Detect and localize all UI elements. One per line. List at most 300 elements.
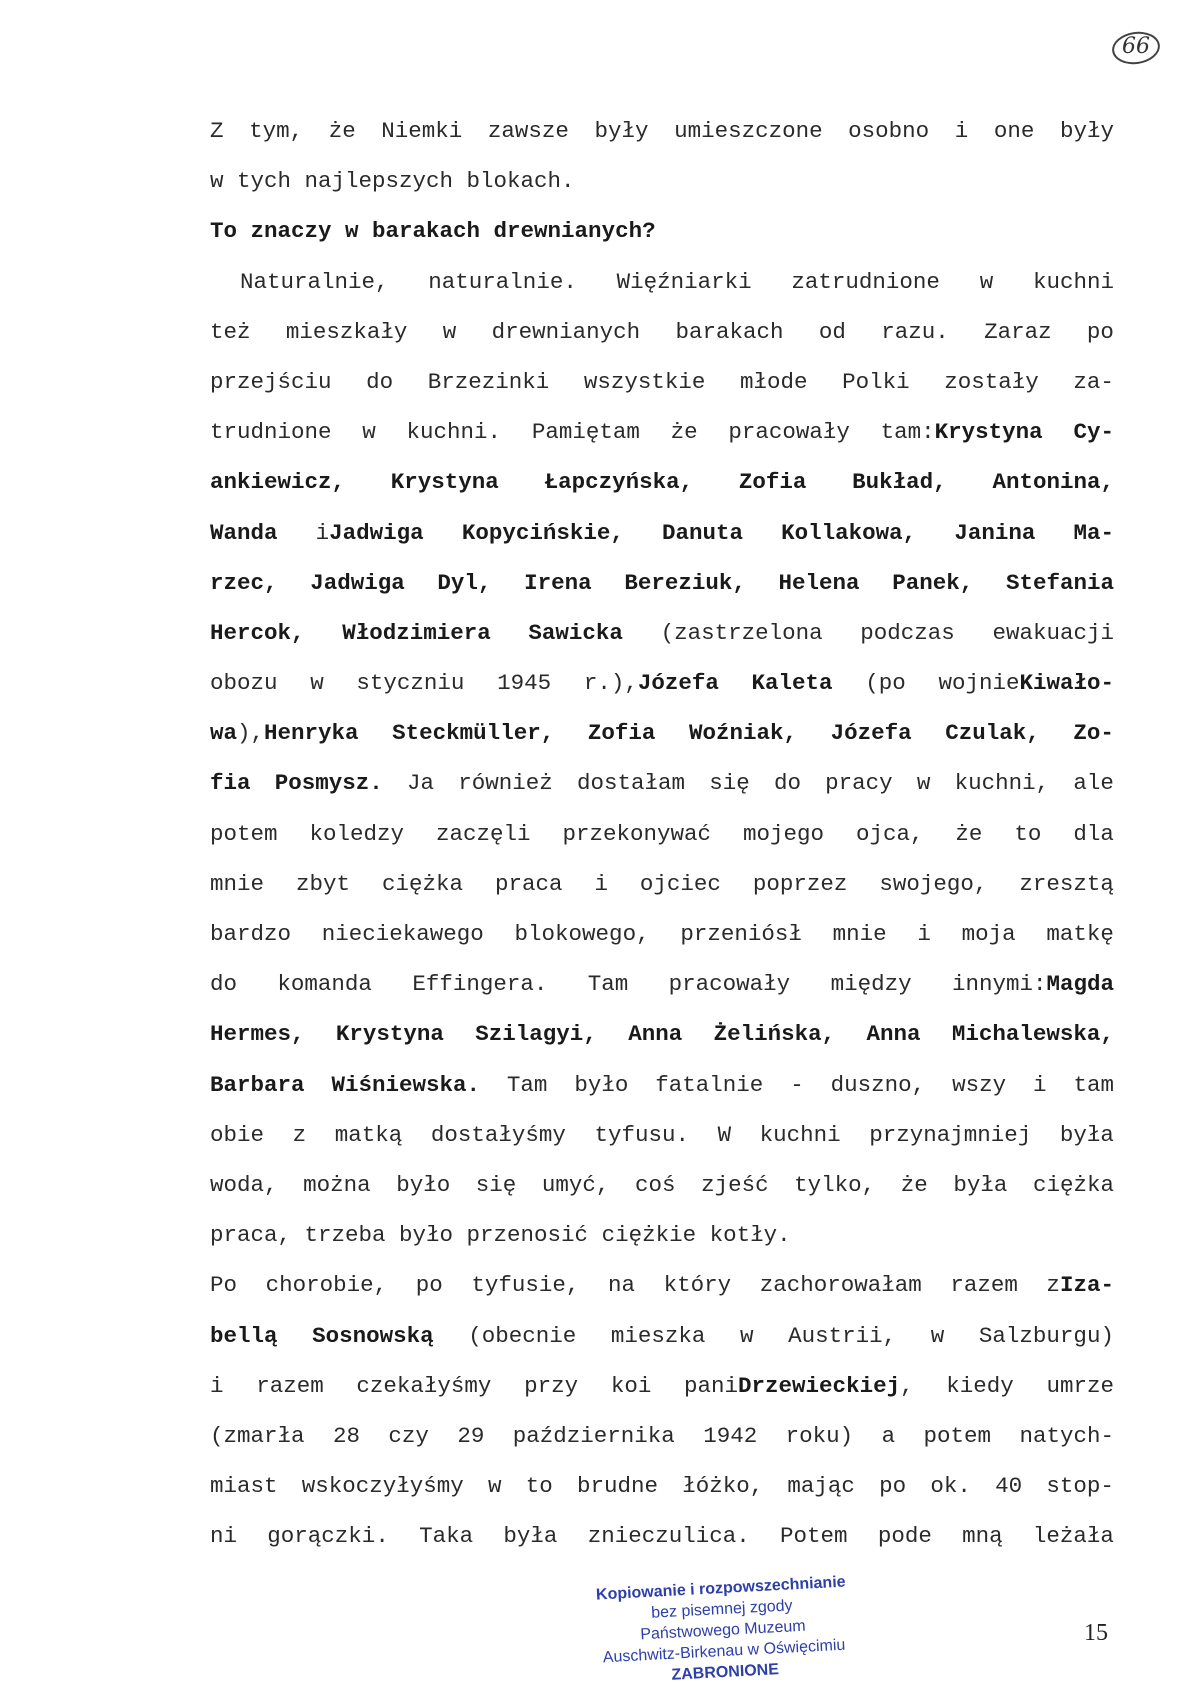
word xyxy=(437,558,491,608)
bold-word: Józefa xyxy=(637,670,719,697)
word xyxy=(787,1461,855,1511)
word-text: innymi: xyxy=(951,971,1047,998)
word xyxy=(524,1361,578,1411)
word-text: i xyxy=(594,870,608,897)
word xyxy=(286,307,408,357)
word xyxy=(542,1160,610,1210)
text-line xyxy=(210,357,1114,407)
word-text: w xyxy=(930,1322,945,1349)
word xyxy=(628,1009,682,1059)
word xyxy=(680,909,802,959)
word xyxy=(608,1260,635,1310)
text-line xyxy=(210,106,1114,156)
word xyxy=(1019,859,1114,909)
word xyxy=(312,1311,434,1361)
word-text: r.), xyxy=(583,670,638,697)
word-text: a xyxy=(881,1422,896,1449)
bold-word: Antonina, xyxy=(992,469,1114,496)
word xyxy=(774,758,801,808)
bold-word: Szilagyi, xyxy=(475,1021,597,1048)
word xyxy=(760,1260,922,1310)
word-text: który xyxy=(663,1272,732,1299)
word xyxy=(1073,708,1114,758)
word xyxy=(532,407,640,457)
word xyxy=(588,1511,750,1561)
bold-word: Zofia xyxy=(738,469,807,496)
text-line xyxy=(210,1311,1114,1361)
bold-word: Steckmüller, xyxy=(392,720,555,747)
word xyxy=(831,708,912,758)
stamp-line: bez pisemnej zgody xyxy=(650,1597,793,1622)
word xyxy=(786,1411,854,1461)
word-text: styczniu xyxy=(356,670,465,697)
text-line xyxy=(210,809,1114,859)
word-text: na xyxy=(607,1272,635,1299)
word-text: woda, xyxy=(210,1171,278,1198)
word-text: były xyxy=(1059,118,1114,144)
word xyxy=(881,307,949,357)
bold-word: Wanda xyxy=(210,519,278,546)
word xyxy=(671,407,698,457)
word xyxy=(303,1160,371,1210)
word-text: mieszka xyxy=(610,1322,706,1349)
word-text: była xyxy=(503,1523,558,1550)
word-text: pracowały xyxy=(728,419,850,446)
word xyxy=(329,106,356,156)
word-text: chorobie, xyxy=(265,1272,388,1299)
text-line xyxy=(210,1361,1114,1411)
word xyxy=(1046,909,1114,959)
word-text: tym, xyxy=(249,118,304,144)
word-text: natych- xyxy=(1019,1422,1114,1449)
word xyxy=(476,1160,517,1210)
word-text: umieszczone xyxy=(674,118,823,144)
word-text: ojciec xyxy=(639,870,721,897)
word-text: umrze xyxy=(1046,1372,1114,1399)
text-line xyxy=(210,508,1114,558)
word-text: kuchni xyxy=(1032,268,1114,295)
text-line xyxy=(210,206,1114,256)
word xyxy=(760,1110,841,1160)
word-text: podczas xyxy=(860,619,955,646)
text-line xyxy=(210,1060,1114,1110)
word-text: Po xyxy=(210,1272,238,1299)
word-text: w xyxy=(310,670,324,697)
word xyxy=(457,1411,484,1461)
page-mark-number: 66 xyxy=(1122,33,1150,59)
bold-word: Helena xyxy=(778,569,860,596)
word xyxy=(882,1411,896,1461)
word-text: zatrudnione xyxy=(791,268,940,295)
word xyxy=(952,1009,1114,1059)
word xyxy=(488,1461,502,1511)
word-text: komanda xyxy=(277,971,372,998)
bold-word: Sawicka xyxy=(528,619,623,646)
word xyxy=(267,1511,389,1561)
word xyxy=(938,658,1114,708)
word-text: duszno, xyxy=(830,1071,926,1098)
text-line xyxy=(210,1511,1114,1561)
word xyxy=(210,859,264,909)
word xyxy=(611,1311,706,1361)
handwritten-page-mark xyxy=(1112,26,1160,66)
word-text: Ja xyxy=(406,770,434,797)
word-text: w xyxy=(916,770,931,797)
word xyxy=(366,357,393,407)
word-text: w xyxy=(442,318,457,345)
word-text: ciężka xyxy=(381,870,463,897)
word-text: tyfusie, xyxy=(471,1272,580,1299)
word-text: razem xyxy=(950,1272,1018,1299)
word xyxy=(468,1311,576,1361)
word-text: były xyxy=(594,118,649,144)
word-text: Więźniarki xyxy=(616,268,752,295)
word-text: Tam xyxy=(506,1071,548,1098)
word xyxy=(917,909,931,959)
bold-word: Henryka xyxy=(264,720,359,747)
word-text: się xyxy=(709,770,750,797)
word-text: 1945 xyxy=(497,670,552,697)
word xyxy=(924,1411,992,1461)
word-text: ale xyxy=(1073,770,1114,797)
word xyxy=(492,307,641,357)
word xyxy=(833,909,887,959)
word xyxy=(728,407,850,457)
bold-word: Danuta xyxy=(662,519,744,546)
word xyxy=(584,357,706,407)
word-text: po xyxy=(1086,318,1114,345)
word xyxy=(331,1060,480,1110)
word-text: ciężka xyxy=(1032,1171,1114,1198)
word xyxy=(416,1260,443,1310)
word xyxy=(545,457,694,507)
word xyxy=(617,257,752,307)
word-text: Polki xyxy=(842,368,910,395)
bold-word: Cy- xyxy=(1073,419,1114,446)
word xyxy=(316,508,424,558)
word-text: Taka xyxy=(419,1523,474,1550)
word xyxy=(952,1060,1006,1110)
word xyxy=(588,708,656,758)
word xyxy=(669,959,791,1009)
word-text: obie xyxy=(210,1121,265,1148)
text-line xyxy=(210,1009,1114,1059)
word xyxy=(577,758,685,808)
word-text: wszy xyxy=(952,1071,1007,1098)
text-line xyxy=(210,959,1114,1009)
word-text: do xyxy=(773,770,801,797)
bold-word: Czulak, xyxy=(945,720,1040,747)
word xyxy=(794,1160,875,1210)
word xyxy=(392,708,554,758)
bold-word: fia xyxy=(210,770,251,797)
word-text: z xyxy=(1046,1272,1060,1299)
word xyxy=(788,1311,896,1361)
word xyxy=(210,1060,305,1110)
word xyxy=(955,758,1050,808)
word xyxy=(780,1511,848,1561)
word-text: w xyxy=(740,1322,754,1349)
word-text: w xyxy=(487,1473,502,1500)
word-text: że xyxy=(955,820,983,847)
word xyxy=(436,809,531,859)
word-text: leżała xyxy=(1032,1523,1114,1550)
copyright-stamp xyxy=(575,1570,870,1690)
word xyxy=(210,1110,264,1160)
bold-word: Bereziuk, xyxy=(624,569,746,596)
bold-word: bellą xyxy=(210,1322,278,1349)
bold-word: Anna xyxy=(866,1021,921,1048)
word xyxy=(462,508,624,558)
text-line xyxy=(210,658,1114,708)
word-text: tylko, xyxy=(794,1171,876,1198)
word-text: po xyxy=(879,1473,907,1500)
word xyxy=(962,909,1016,959)
word xyxy=(865,658,906,708)
word xyxy=(867,1009,921,1059)
bold-word: Józefa xyxy=(830,720,912,747)
word xyxy=(296,859,350,909)
bold-word: Dyl, xyxy=(437,569,492,596)
word-text: że xyxy=(328,118,356,144)
word xyxy=(819,307,846,357)
word xyxy=(955,809,982,859)
word xyxy=(562,809,711,859)
text-line xyxy=(210,307,1114,357)
word-text: fatalnie xyxy=(655,1071,764,1098)
word xyxy=(842,357,910,407)
word-text: ok. xyxy=(930,1473,971,1500)
bold-word: Sosnowską xyxy=(312,1322,434,1349)
word-text: blokowego, xyxy=(514,921,650,947)
word xyxy=(781,508,916,558)
word-text: przy xyxy=(524,1372,579,1399)
word-text: czekałyśmy xyxy=(356,1372,492,1399)
word xyxy=(524,558,592,608)
word xyxy=(309,809,404,859)
text-line xyxy=(210,758,1114,808)
word xyxy=(513,1411,675,1461)
word-text: wskoczyłyśmy xyxy=(301,1473,464,1500)
word-text: potem xyxy=(923,1422,992,1449)
word-text: Austrii, xyxy=(788,1322,897,1349)
word xyxy=(391,457,499,507)
word-text: mną xyxy=(962,1523,1003,1550)
word xyxy=(682,1461,763,1511)
word-text: też xyxy=(210,318,251,345)
word xyxy=(879,1461,906,1511)
stamp-line: ZABRONIONE xyxy=(671,1661,780,1684)
word xyxy=(848,106,929,156)
word xyxy=(611,1361,652,1411)
word xyxy=(1073,809,1114,859)
word xyxy=(655,1060,763,1110)
word xyxy=(955,106,969,156)
word xyxy=(310,558,405,608)
word-text: koi xyxy=(610,1372,652,1399)
body-text xyxy=(210,106,1114,1561)
bold-word: wa xyxy=(210,720,238,747)
word-text: i xyxy=(315,519,330,546)
word xyxy=(791,257,940,307)
word xyxy=(892,558,973,608)
word xyxy=(210,407,332,457)
bold-name-text: To znaczy w barakach drewnianych? xyxy=(210,218,656,245)
word-text: ojca, xyxy=(855,820,924,847)
word xyxy=(210,357,332,407)
word xyxy=(275,758,383,808)
word xyxy=(1014,809,1041,859)
word xyxy=(752,658,833,708)
word xyxy=(718,1110,732,1160)
word-text: Pamiętam xyxy=(531,419,640,446)
word-text: wszystkie xyxy=(583,368,706,395)
word-text: potem xyxy=(210,820,278,847)
text-line xyxy=(210,558,1114,608)
text-line xyxy=(210,257,1114,307)
word-text: , xyxy=(900,1372,914,1399)
word xyxy=(739,457,807,507)
word-text: mnie xyxy=(832,921,887,947)
bold-word: Magda xyxy=(1046,971,1114,998)
word xyxy=(266,1260,388,1310)
word-text: zostały xyxy=(944,368,1039,395)
word-text: ), xyxy=(237,720,265,747)
word xyxy=(210,758,251,808)
word-text: one xyxy=(993,118,1035,144)
text-line xyxy=(210,1160,1114,1210)
text-line xyxy=(210,1110,1114,1160)
word xyxy=(577,1461,658,1511)
word xyxy=(640,859,721,909)
word xyxy=(831,959,912,1009)
word xyxy=(994,106,1035,156)
word-text: zbyt xyxy=(295,870,350,897)
bold-word: Zofia xyxy=(587,720,656,747)
word xyxy=(503,1511,557,1561)
word-text: i xyxy=(210,1372,224,1399)
word xyxy=(879,859,987,909)
word xyxy=(779,558,860,608)
word xyxy=(962,1511,1003,1561)
word xyxy=(954,508,1035,558)
word xyxy=(210,909,291,959)
word xyxy=(302,1461,464,1511)
word-text: ni xyxy=(210,1523,238,1550)
word-text: tyfusu. xyxy=(594,1121,689,1148)
word xyxy=(1073,758,1114,808)
bold-word: Drzewieckiej xyxy=(738,1372,901,1399)
text-line xyxy=(210,1260,1114,1310)
word xyxy=(952,959,1114,1009)
word xyxy=(635,1160,676,1210)
word xyxy=(526,1461,553,1511)
word-text: czy xyxy=(388,1422,429,1449)
word xyxy=(992,457,1114,507)
word xyxy=(322,909,484,959)
bold-word: Łapczyńska, xyxy=(544,469,694,496)
word xyxy=(210,106,224,156)
word xyxy=(950,1260,1018,1310)
word-text: wojnie xyxy=(938,670,1020,697)
word-text: zachorowałam xyxy=(759,1272,922,1299)
bold-word: Kiwało- xyxy=(1019,670,1114,697)
word xyxy=(210,457,345,507)
page-number: 15 xyxy=(1084,1620,1108,1646)
word-text: za- xyxy=(1073,368,1114,395)
text-line xyxy=(210,708,1114,758)
word xyxy=(428,257,577,307)
word-text: brudne xyxy=(576,1473,658,1500)
word xyxy=(1006,558,1114,608)
word xyxy=(507,1060,548,1110)
word-text: miast xyxy=(210,1473,278,1500)
bold-word: ankiewicz, xyxy=(210,469,346,496)
word xyxy=(878,1511,932,1561)
word xyxy=(240,257,389,307)
word xyxy=(584,658,719,708)
text-line xyxy=(210,608,1114,658)
text-line xyxy=(210,1210,1114,1260)
word xyxy=(917,758,931,808)
word xyxy=(497,658,551,708)
word-text: Effingera. xyxy=(412,971,548,998)
word xyxy=(342,608,491,658)
word xyxy=(356,658,464,708)
word xyxy=(979,1311,1114,1361)
bold-word: Janina xyxy=(954,519,1036,546)
stamp-line: Kopiowanie i rozpowszechnianie xyxy=(595,1573,846,1604)
word xyxy=(356,1361,491,1411)
word-text: pode xyxy=(877,1523,932,1550)
word xyxy=(1046,1361,1114,1411)
word-text: pracowały xyxy=(668,971,791,998)
word xyxy=(488,106,569,156)
word xyxy=(210,307,251,357)
word xyxy=(995,1461,1022,1511)
word xyxy=(1033,1511,1114,1561)
word xyxy=(210,1009,305,1059)
word xyxy=(714,1009,836,1059)
bold-word: Kopycińskie, xyxy=(461,519,624,546)
word xyxy=(210,1361,224,1411)
word-text: i xyxy=(954,118,969,144)
word xyxy=(210,1511,237,1561)
word xyxy=(412,959,547,1009)
word xyxy=(475,1009,597,1059)
word xyxy=(431,1110,566,1160)
word-text: było xyxy=(574,1071,629,1098)
word xyxy=(661,608,823,658)
text-line xyxy=(210,909,1114,959)
word-text: Tam xyxy=(587,971,629,998)
bold-word: Żelińska, xyxy=(713,1021,836,1048)
word xyxy=(277,959,372,1009)
word xyxy=(1073,407,1114,457)
bold-word: Barbara xyxy=(210,1071,305,1098)
word-text: października xyxy=(512,1422,675,1449)
word-text: że xyxy=(670,419,698,446)
word-text: przejściu xyxy=(210,368,332,395)
word xyxy=(407,758,434,808)
word xyxy=(664,1260,732,1310)
word xyxy=(930,1461,971,1511)
word xyxy=(1033,1160,1114,1210)
word xyxy=(210,1160,278,1210)
word-text: zawsze xyxy=(487,118,569,144)
word xyxy=(703,1411,757,1461)
word-text: przeniósł xyxy=(680,921,802,947)
